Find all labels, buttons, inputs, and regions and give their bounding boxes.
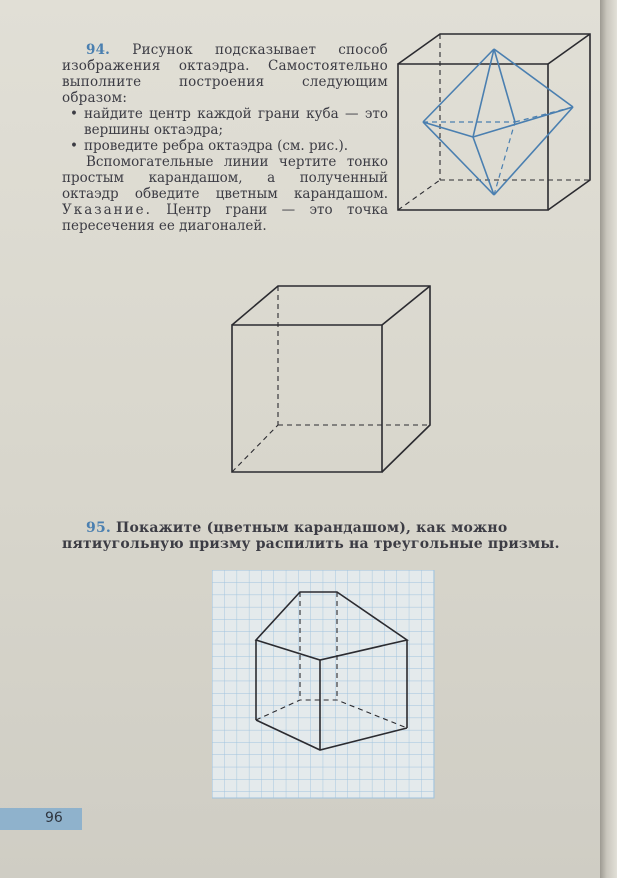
- task-95-number: 95.: [86, 520, 111, 536]
- cube-top-right-edge: [382, 286, 430, 325]
- octahedron-hidden-edges: [423, 107, 573, 195]
- cube-front-face: [232, 325, 382, 472]
- cube-top-right-edge: [548, 34, 590, 64]
- task-94: [62, 42, 388, 234]
- task-94-hint-text: Центр грани — это точка пересечения ее диагоналей.: [62, 202, 388, 234]
- task-94-intro: [62, 42, 388, 106]
- cube-back-edges: [232, 286, 430, 472]
- task-95-text-block: [62, 520, 602, 552]
- cube-hidden-depth-edge: [232, 425, 278, 472]
- task-94-steps: [62, 106, 388, 154]
- grid-lines: [212, 570, 434, 798]
- cube-with-octahedron-figure: [394, 20, 594, 216]
- page-number-bar: [0, 808, 82, 830]
- task-94-note-text: Вспомогательные линии чертите тонко простым карандашом, а полученный октаэдр обведите цветным карандашом.: [62, 154, 388, 202]
- task-94-step-2: • проведите ребра октаэдра (см. рис.).: [84, 138, 388, 154]
- task-94-intro-text: Рисунок подсказывает способ изображения октаэдра. Самостоятельно выполните построения следующим образом:: [62, 42, 388, 106]
- cube-figure: [228, 280, 438, 480]
- task-94-step-1: • найдите центр каждой грани куба — это вершины октаэдра;: [84, 106, 388, 138]
- task-94-note: [62, 154, 388, 234]
- cube-hidden-depth-edge: [398, 180, 440, 210]
- pentagonal-prism-grid-figure: [212, 570, 436, 800]
- book-page-edge: [600, 0, 617, 878]
- task-95: [62, 520, 602, 552]
- task-94-hint-label: Указание.: [62, 202, 152, 218]
- task-95-text: Покажите (цветным карандашом), как можно пятиугольную призму распилить на треугольные призмы.: [62, 520, 560, 552]
- task-94-number: 94.: [86, 42, 111, 58]
- page-number: 96: [45, 810, 63, 826]
